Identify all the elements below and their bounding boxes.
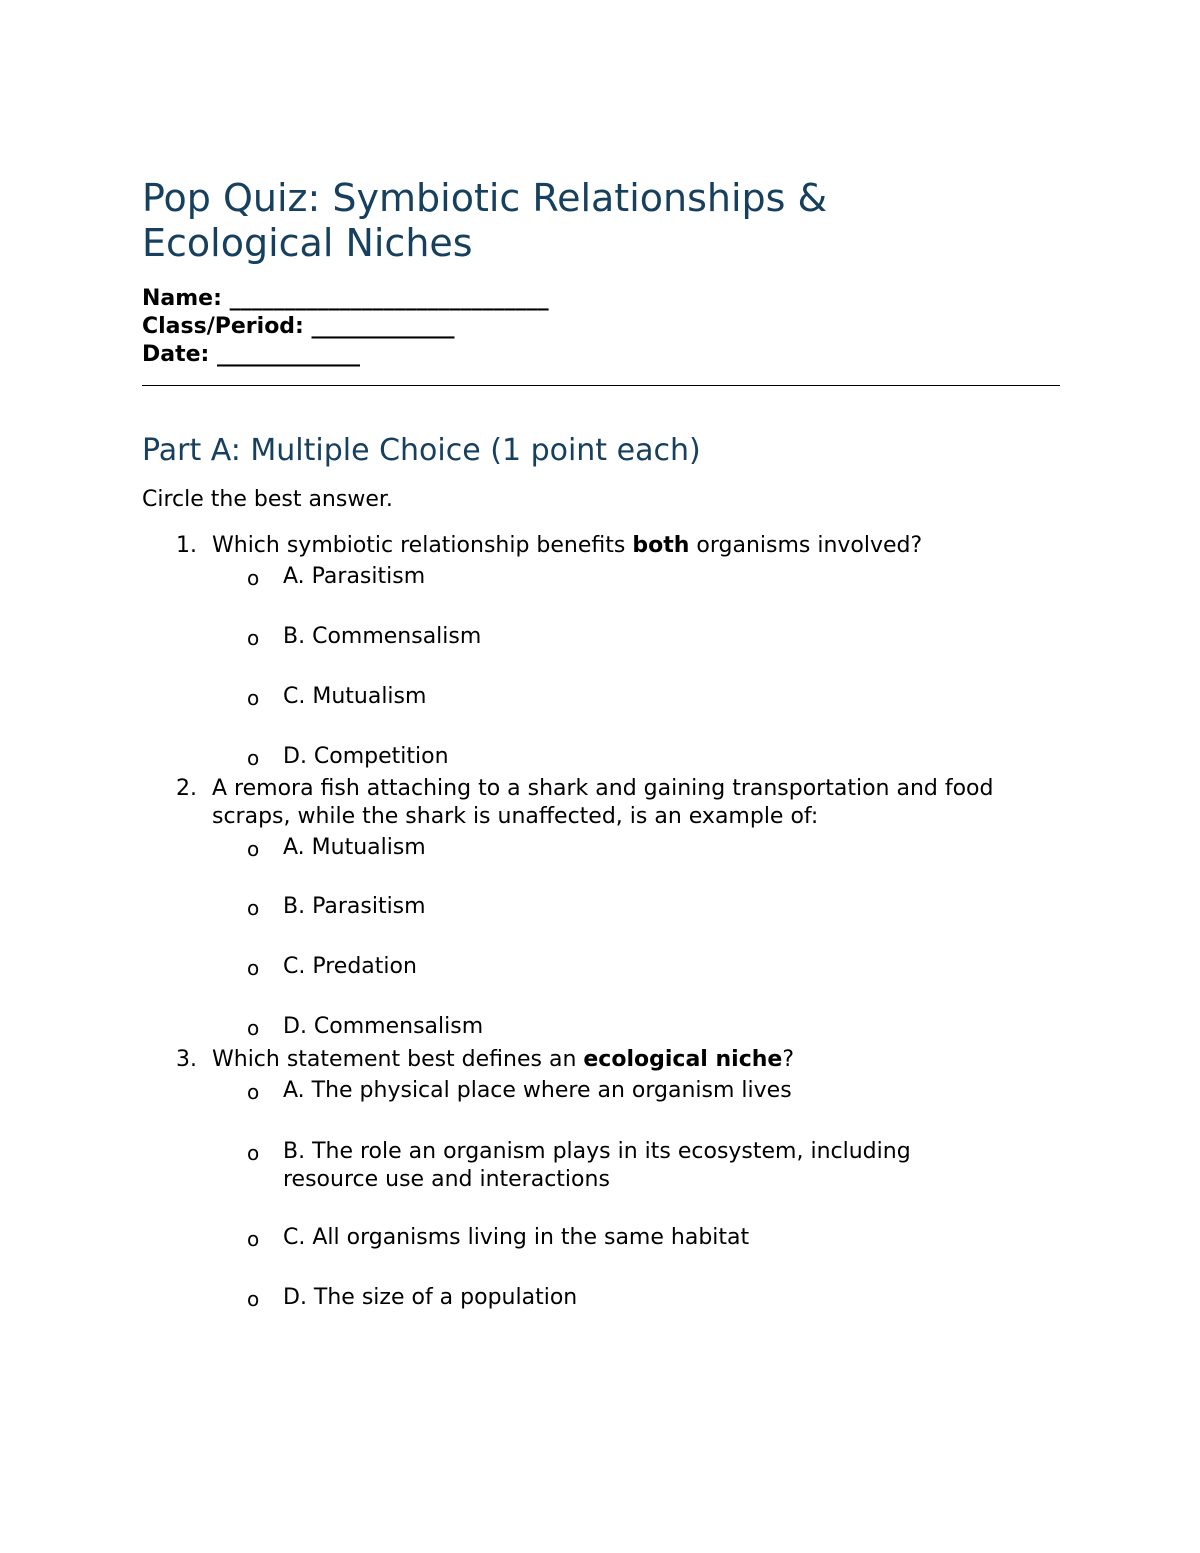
name-label: Name: [142,286,222,311]
option-1c[interactable]: C. Mutualism [283,684,427,709]
question-text-part: ? [782,1047,795,1072]
option-2c[interactable]: C. Predation [283,954,417,979]
option-bullet: o [247,686,260,710]
part-a-heading: Part A: Multiple Choice (1 point each) [142,433,701,468]
page-title: Pop Quiz: Symbiotic Relationships & Ecological Niches [142,176,828,265]
option-2b[interactable]: B. Parasitism [283,894,426,919]
class-period-label: Class/Period: [142,314,304,339]
option-bullet: o [247,1287,260,1311]
question-text-part: Which statement best defines an [212,1047,584,1072]
option-bullet: o [247,1141,260,1165]
option-3c[interactable]: C. All organisms living in the same habitat [283,1225,750,1250]
question-number: 3. [176,1047,197,1072]
name-field [142,285,549,313]
divider-rule [142,385,1060,386]
option-2d[interactable]: D. Commensalism [283,1014,484,1039]
class-period-blank[interactable]: _____________ [311,314,455,339]
instructions: Circle the best answer. [142,487,393,512]
option-bullet: o [247,746,260,770]
question-number: 1. [176,533,197,558]
question-text-part: organisms involved? [689,533,923,558]
option-bullet: o [247,1080,260,1104]
date-field [142,341,360,369]
option-bullet: o [247,1016,260,1040]
question-text-emphasis: ecological niche [583,1047,783,1072]
question-text [212,531,922,560]
option-1d[interactable]: D. Competition [283,744,449,769]
class-period-field [142,313,455,341]
option-bullet: o [247,626,260,650]
question-number: 2. [176,776,197,801]
option-bullet: o [247,956,260,980]
date-label: Date: [142,342,210,367]
option-3d[interactable]: D. The size of a population [283,1285,578,1310]
date-blank[interactable]: _____________ [217,342,361,367]
name-blank[interactable]: _____________________________ [229,286,549,311]
question-text [212,1045,794,1074]
option-3a[interactable]: A. The physical place where an organism lives [283,1078,792,1103]
question-text-line-2: scraps, while the shark is unaffected, is an example of: [212,804,819,829]
question-text-part: Which symbiotic relationship benefits [212,533,633,558]
option-3b-continued[interactable]: resource use and interactions [283,1167,610,1192]
question-text-emphasis: both [632,533,690,558]
option-bullet: o [247,896,260,920]
option-1a[interactable]: A. Parasitism [283,564,426,589]
option-2a[interactable]: A. Mutualism [283,835,426,860]
option-bullet: o [247,837,260,861]
option-bullet: o [247,1227,260,1251]
option-3b[interactable]: B. The role an organism plays in its ecosystem, including [283,1139,911,1164]
option-bullet: o [247,566,260,590]
option-1b[interactable]: B. Commensalism [283,624,482,649]
question-text-line-1: A remora fish attaching to a shark and gaining transportation and food [212,776,994,801]
